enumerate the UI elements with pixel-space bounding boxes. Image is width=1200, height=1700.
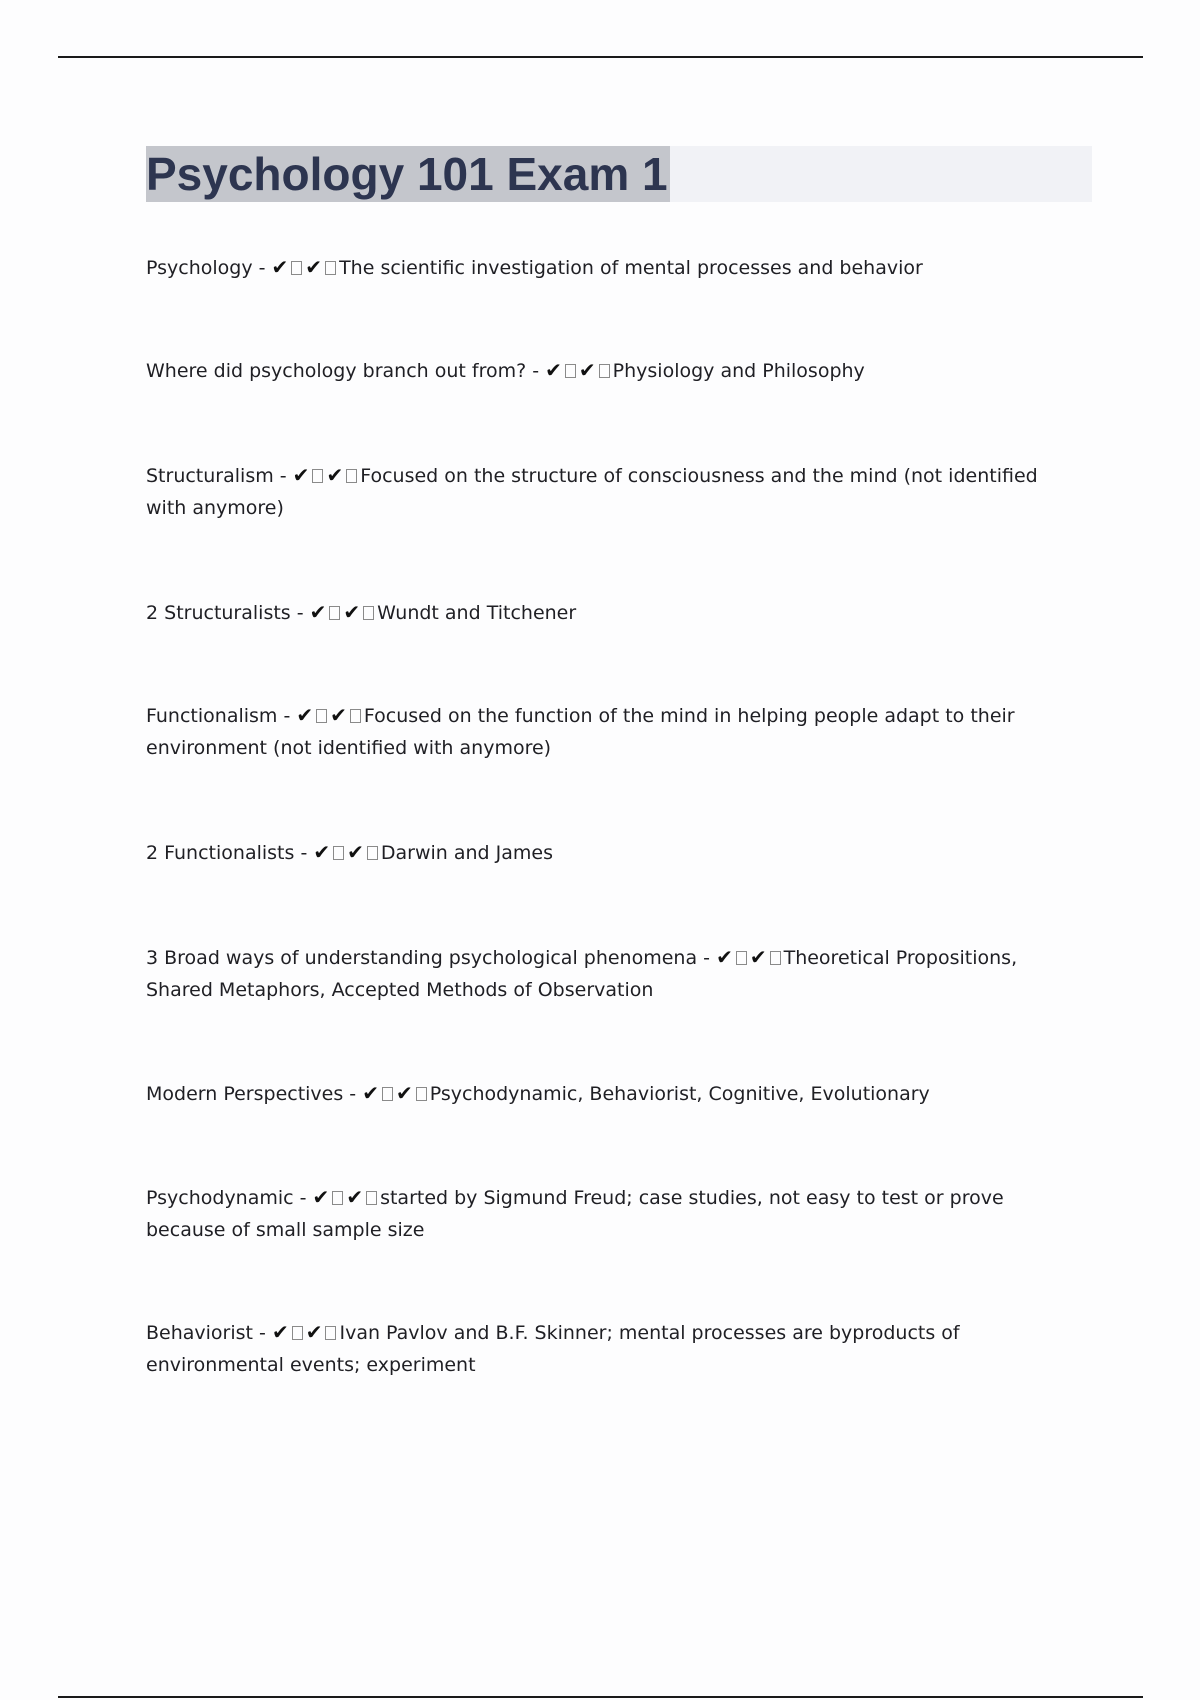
entry-definition: started by Sigmund Freud; case studies, not easy to test or prove because of small sample size bbox=[146, 1187, 1004, 1241]
entry-term: Where did psychology branch out from? bbox=[146, 360, 527, 382]
box-icon bbox=[565, 364, 576, 378]
entry-term: Psychology bbox=[146, 257, 253, 279]
check-icon: ✔ bbox=[545, 358, 562, 382]
separator: - bbox=[253, 1322, 272, 1344]
list-item bbox=[146, 354, 1076, 387]
entry-term: Structuralism bbox=[146, 465, 274, 487]
entry-definition: The scientific investigation of mental processes and behavior bbox=[339, 257, 923, 279]
separator: - bbox=[294, 842, 314, 864]
box-icon bbox=[316, 709, 327, 723]
check-icon: ✔ bbox=[309, 600, 327, 624]
box-icon bbox=[599, 364, 610, 378]
box-icon bbox=[329, 606, 340, 620]
box-icon bbox=[346, 469, 357, 483]
check-icon: ✔ bbox=[362, 1081, 379, 1105]
entry-definition: Focused on the structure of consciousness and the mind (not identified with anymore) bbox=[146, 465, 1038, 519]
list-item bbox=[146, 941, 1076, 1006]
entry-definition: Wundt and Titchener bbox=[377, 602, 577, 624]
separator: - bbox=[526, 360, 546, 382]
box-icon bbox=[325, 1326, 336, 1340]
box-icon bbox=[770, 951, 781, 965]
check-icon: ✔ bbox=[330, 703, 347, 727]
entry-definition: Physiology and Philosophy bbox=[612, 360, 865, 382]
entry-definition: Darwin and James bbox=[380, 842, 553, 864]
check-icon: ✔ bbox=[326, 463, 344, 487]
title-highlight bbox=[146, 146, 670, 202]
check-icon: ✔ bbox=[346, 1185, 364, 1209]
separator: - bbox=[343, 1083, 363, 1105]
check-icon: ✔ bbox=[716, 945, 733, 969]
entry-term: 2 Structuralists bbox=[146, 602, 291, 624]
check-icon: ✔ bbox=[296, 703, 314, 727]
page-title: Psychology 101 Exam 1 bbox=[146, 148, 668, 200]
box-icon bbox=[382, 1087, 393, 1101]
check-icon: ✔ bbox=[343, 600, 361, 624]
check-icon: ✔ bbox=[395, 1081, 413, 1105]
entry-term: 3 Broad ways of understanding psychological phenomena bbox=[146, 947, 698, 969]
box-icon bbox=[363, 606, 374, 620]
check-icon: ✔ bbox=[305, 1320, 323, 1344]
separator: - bbox=[293, 1187, 313, 1209]
check-icon: ✔ bbox=[313, 840, 331, 864]
check-icon: ✔ bbox=[578, 358, 596, 382]
entry-term: 2 Functionalists bbox=[146, 842, 295, 864]
entry-definition: Ivan Pavlov and B.F. Skinner; mental processes are byproducts of environmental events; experiment bbox=[146, 1322, 960, 1376]
box-icon bbox=[333, 846, 344, 860]
entry-definition: Theoretical Propositions, Shared Metaphors, Accepted Methods of Observation bbox=[146, 947, 1018, 1001]
box-icon bbox=[291, 261, 302, 275]
list-item bbox=[146, 1077, 1076, 1110]
list-item bbox=[146, 596, 1076, 629]
list-item bbox=[146, 1316, 1076, 1381]
entry-definition: Focused on the function of the mind in helping people adapt to their environment (not identified with anymore) bbox=[146, 705, 1015, 759]
box-icon bbox=[350, 709, 361, 723]
check-icon: ✔ bbox=[271, 1320, 289, 1344]
separator: - bbox=[277, 705, 297, 727]
separator: - bbox=[697, 947, 717, 969]
check-icon: ✔ bbox=[305, 255, 323, 279]
separator: - bbox=[290, 602, 310, 624]
list-item bbox=[146, 459, 1076, 524]
list-item bbox=[146, 699, 1076, 764]
list-item bbox=[146, 836, 1076, 869]
box-icon bbox=[325, 261, 336, 275]
check-icon: ✔ bbox=[271, 255, 289, 279]
check-icon: ✔ bbox=[749, 945, 767, 969]
check-icon: ✔ bbox=[292, 463, 310, 487]
separator: - bbox=[252, 257, 272, 279]
box-icon bbox=[367, 846, 378, 860]
check-icon: ✔ bbox=[347, 840, 364, 864]
list-item bbox=[146, 1181, 1076, 1246]
top-rule bbox=[58, 56, 1143, 58]
separator: - bbox=[273, 465, 293, 487]
box-icon bbox=[416, 1087, 427, 1101]
entry-term: Psychodynamic bbox=[146, 1187, 294, 1209]
box-icon bbox=[366, 1191, 377, 1205]
check-icon: ✔ bbox=[312, 1185, 330, 1209]
entry-term: Functionalism bbox=[146, 705, 278, 727]
box-icon bbox=[312, 469, 323, 483]
bottom-rule bbox=[58, 1696, 1143, 1698]
box-icon bbox=[736, 951, 747, 965]
entry-definition: Psychodynamic, Behaviorist, Cognitive, Evolutionary bbox=[429, 1083, 930, 1105]
entry-term: Modern Perspectives bbox=[146, 1083, 344, 1105]
box-icon bbox=[332, 1191, 343, 1205]
list-item bbox=[146, 251, 1076, 284]
box-icon bbox=[292, 1326, 303, 1340]
entry-term: Behaviorist bbox=[146, 1322, 253, 1344]
